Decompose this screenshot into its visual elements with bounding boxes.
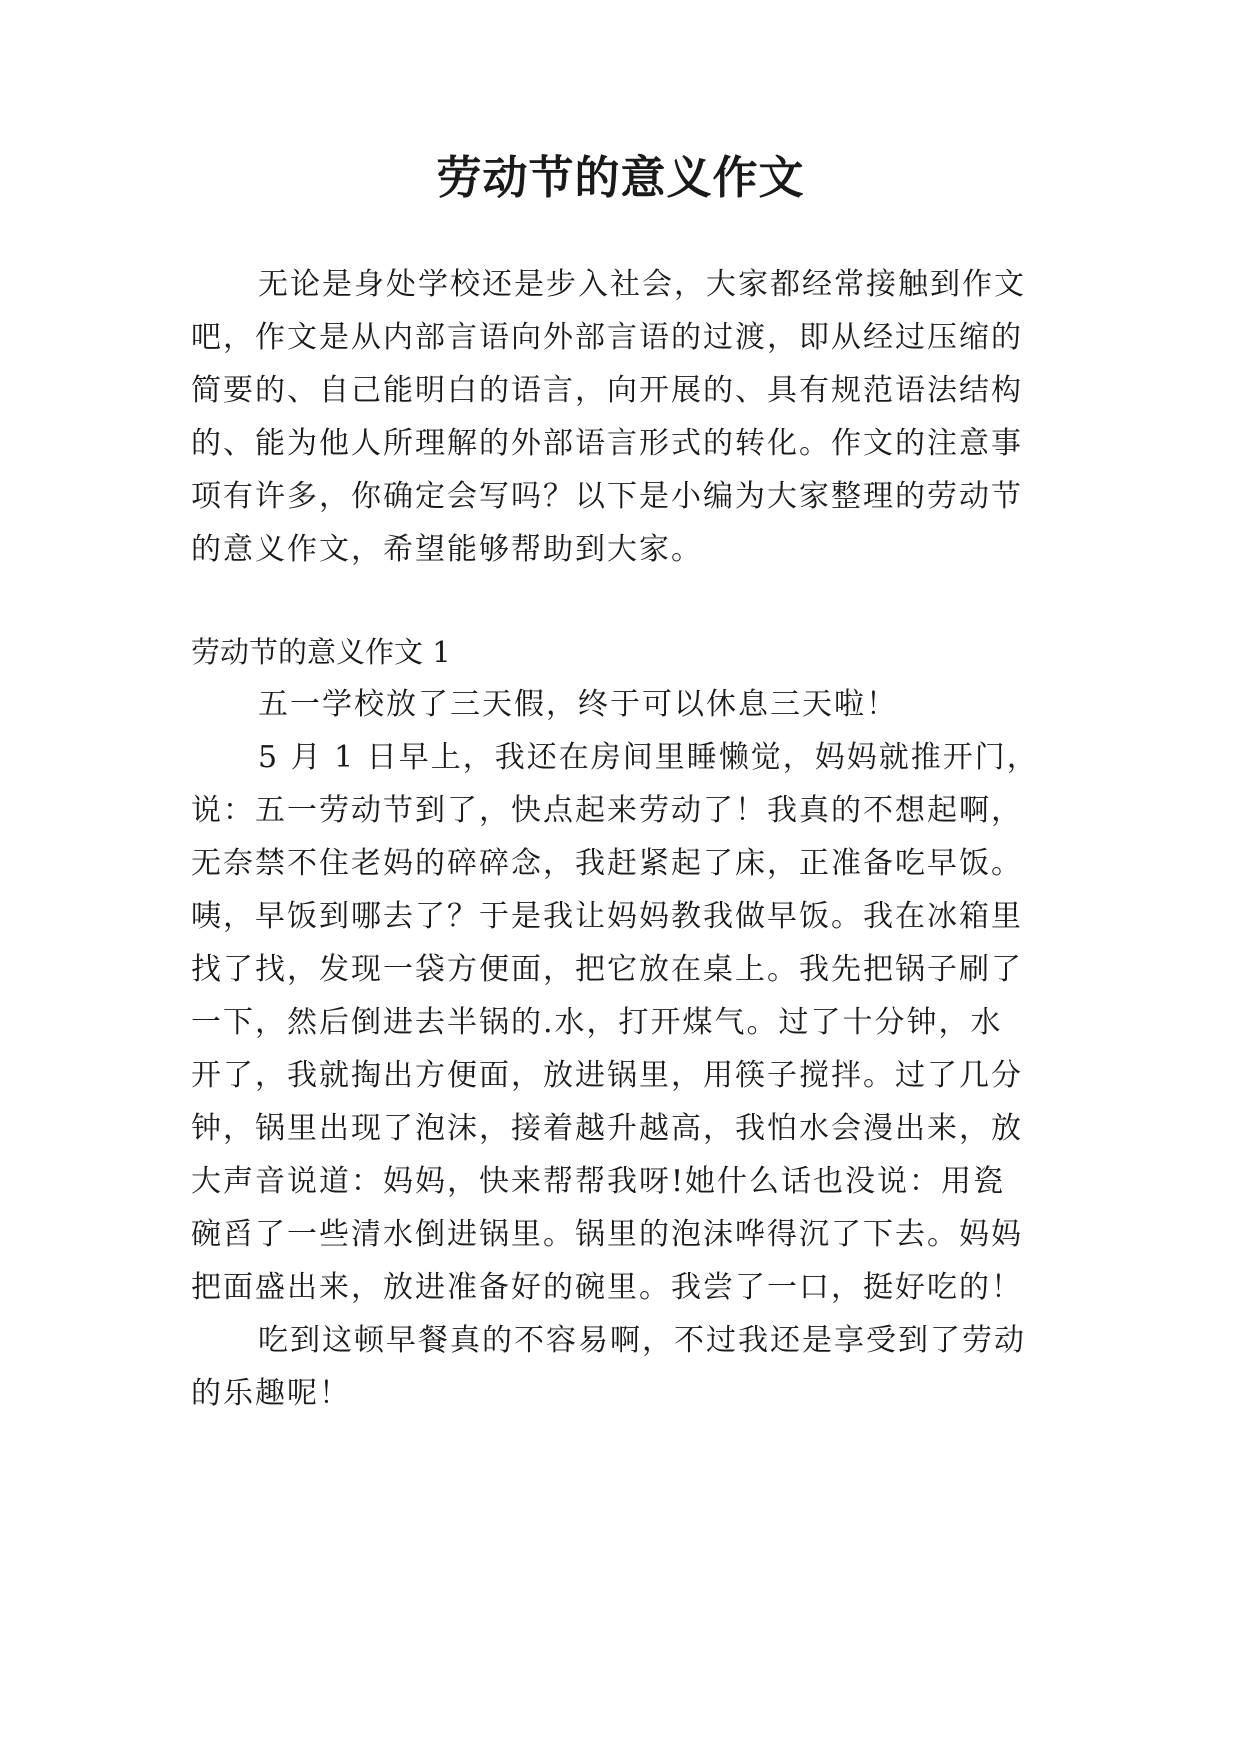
body-line: 说：五一劳动节到了，快点起来劳动了！我真的不想起啊， xyxy=(191,793,1023,828)
section-heading: 劳动节的意义作文 1 xyxy=(191,635,451,669)
body-line: 把面盛出来，放进准备好的碗里。我尝了一口，挺好吃的！ xyxy=(191,1270,1023,1305)
body-line: 碗舀了一些清水倒进锅里。锅里的泡沫哗得沉了下去。妈妈 xyxy=(191,1217,1023,1252)
body-line: 大声音说道：妈妈，快来帮帮我呀!她什么话也没说：用瓷 xyxy=(191,1164,1006,1199)
body-line: 5 月 1 日早上，我还在房间里睡懒觉，妈妈就推开门， xyxy=(258,740,1039,775)
body-line: 一下，然后倒进去半锅的.水，打开煤气。过了十分钟，水 xyxy=(191,1005,1003,1040)
body-line: 找了找，发现一袋方便面，把它放在桌上。我先把锅子刷了 xyxy=(191,952,1023,987)
body-line: 开了，我就掏出方便面，放进锅里，用筷子搅拌。过了几分 xyxy=(191,1058,1023,1093)
intro-line: 简要的、自己能明白的语言，向开展的、具有规范语法结构 xyxy=(191,373,1023,408)
intro-line: 的、能为他人所理解的外部语言形式的转化。作文的注意事 xyxy=(191,426,1023,461)
body-line: 吃到这顿早餐真的不容易啊，不过我还是享受到了劳动 xyxy=(258,1323,1026,1358)
intro-line: 无论是身处学校还是步入社会，大家都经常接触到作文 xyxy=(258,267,1026,302)
body-line: 五一学校放了三天假，终于可以休息三天啦！ xyxy=(258,687,898,722)
body-line: 咦，早饭到哪去了？于是我让妈妈教我做早饭。我在冰箱里 xyxy=(191,899,1023,934)
body-line: 无奈禁不住老妈的碎碎念，我赶紧起了床，正准备吃早饭。 xyxy=(191,846,1023,881)
document-title: 劳动节的意义作文 xyxy=(436,151,805,204)
body-line: 的乐趣呢！ xyxy=(191,1376,351,1411)
body-line: 钟，锅里出现了泡沫，接着越升越高，我怕水会漫出来，放 xyxy=(191,1111,1023,1146)
intro-line: 吧，作文是从内部言语向外部言语的过渡，即从经过压缩的 xyxy=(191,320,1023,355)
intro-line: 的意义作文，希望能够帮助到大家。 xyxy=(191,532,703,567)
intro-line: 项有许多，你确定会写吗？以下是小编为大家整理的劳动节 xyxy=(191,479,1023,514)
